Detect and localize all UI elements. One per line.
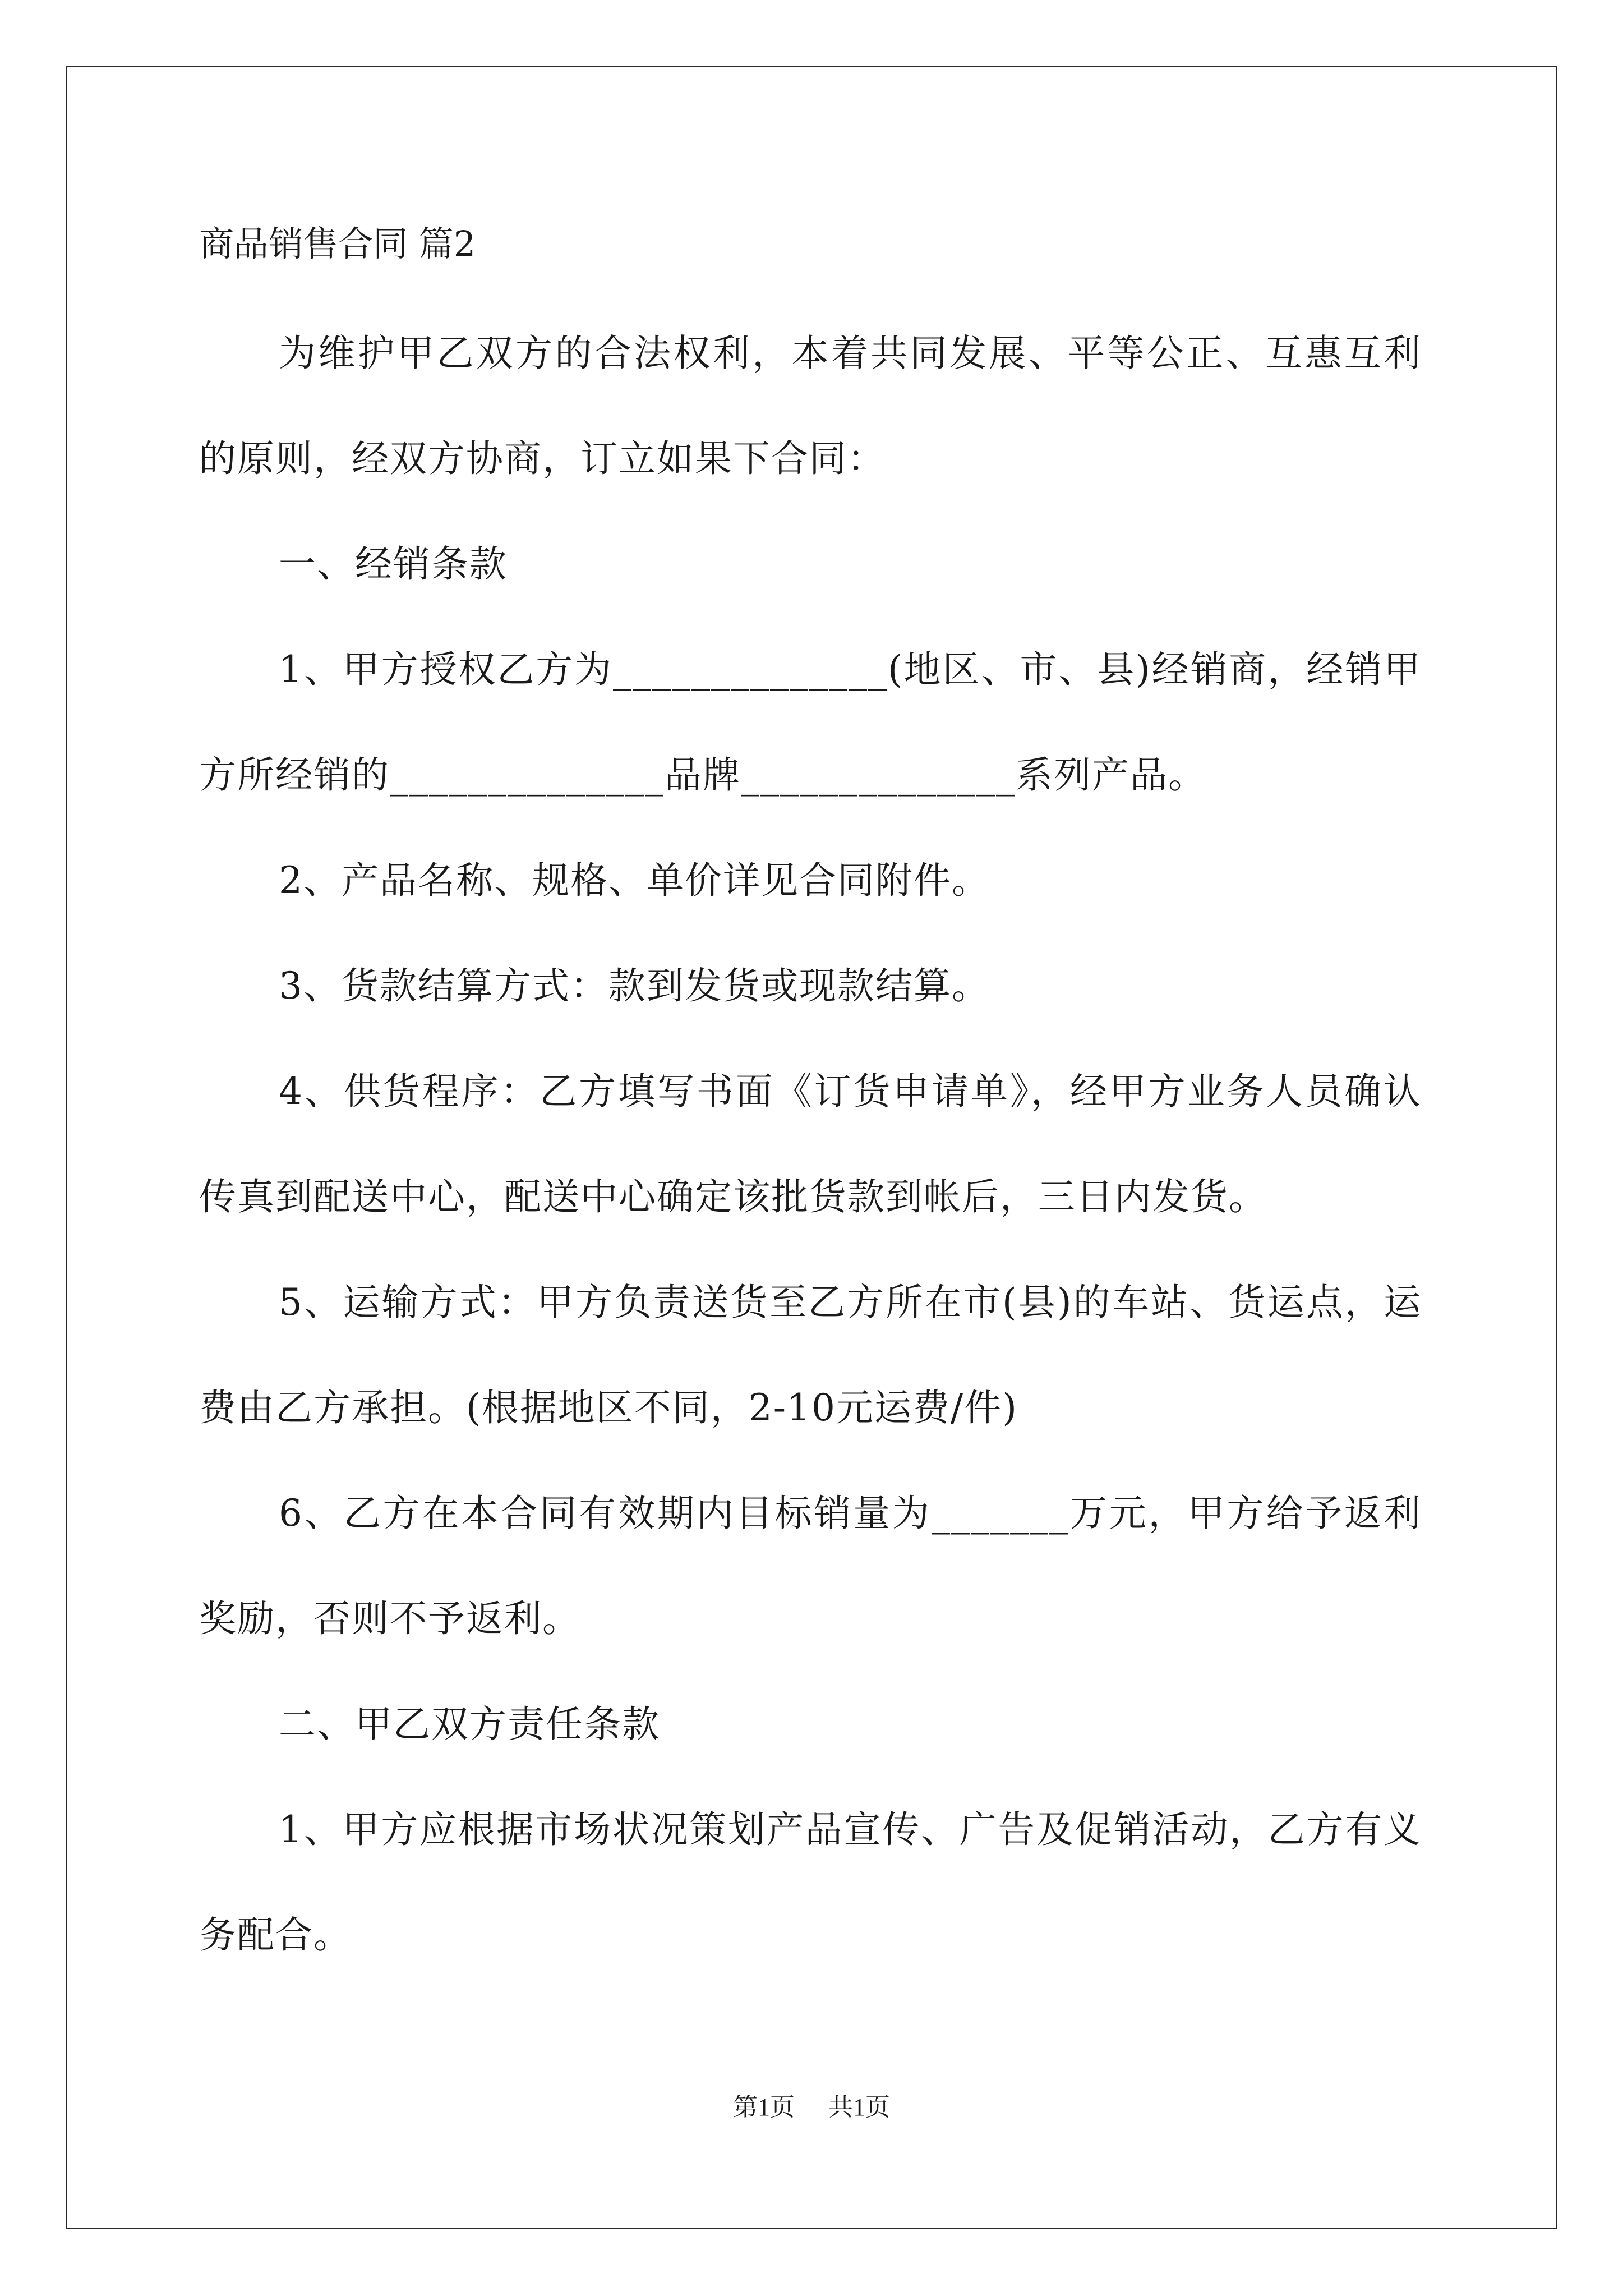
- clause-1-5: 5、运输方式：甲方负责送货至乙方所在市(县)的车站、货运点，运费由乙方承担。(根据地区不同，2-10元运费/件): [199, 1281, 1422, 1429]
- document-title: 商品销售合同 篇2: [199, 223, 476, 264]
- clause-1-4: 4、供货程序：乙方填写书面《订货申请单》，经甲方业务人员确认传真到配送中心，配送中心确定该批货款到帐后，三日内发货。: [199, 1070, 1422, 1218]
- page-footer: [0, 2087, 1623, 2123]
- clause-1-3: 3、货款结算方式：款到发货或现款结算。: [279, 964, 990, 1007]
- document-body: [199, 213, 1422, 1988]
- clause-1-2: 2、产品名称、规格、单价详见合同附件。: [279, 859, 990, 902]
- page-total: 共1页: [828, 2093, 890, 2121]
- clause-1-1: 1、甲方授权乙方为______________(地区、市、县)经销商，经销甲方所经销的______________品牌______________系列产品。: [199, 648, 1422, 797]
- page-number: 第1页: [733, 2093, 795, 2121]
- section-heading-1: 一、经销条款: [279, 542, 508, 586]
- clause-1-6: 6、乙方在本合同有效期内目标销量为_______万元，甲方给予返利奖励，否则不予返利。: [199, 1492, 1422, 1640]
- clause-2-1: 1、甲方应根据市场状况策划产品宣传、广告及促销活动，乙方有义务配合。: [199, 1808, 1422, 1957]
- paragraph-preamble: 为维护甲乙双方的合法权利，本着共同发展、平等公正、互惠互利的原则，经双方协商，订立如果下合同：: [199, 332, 1422, 480]
- section-heading-2: 二、甲乙双方责任条款: [279, 1703, 660, 1746]
